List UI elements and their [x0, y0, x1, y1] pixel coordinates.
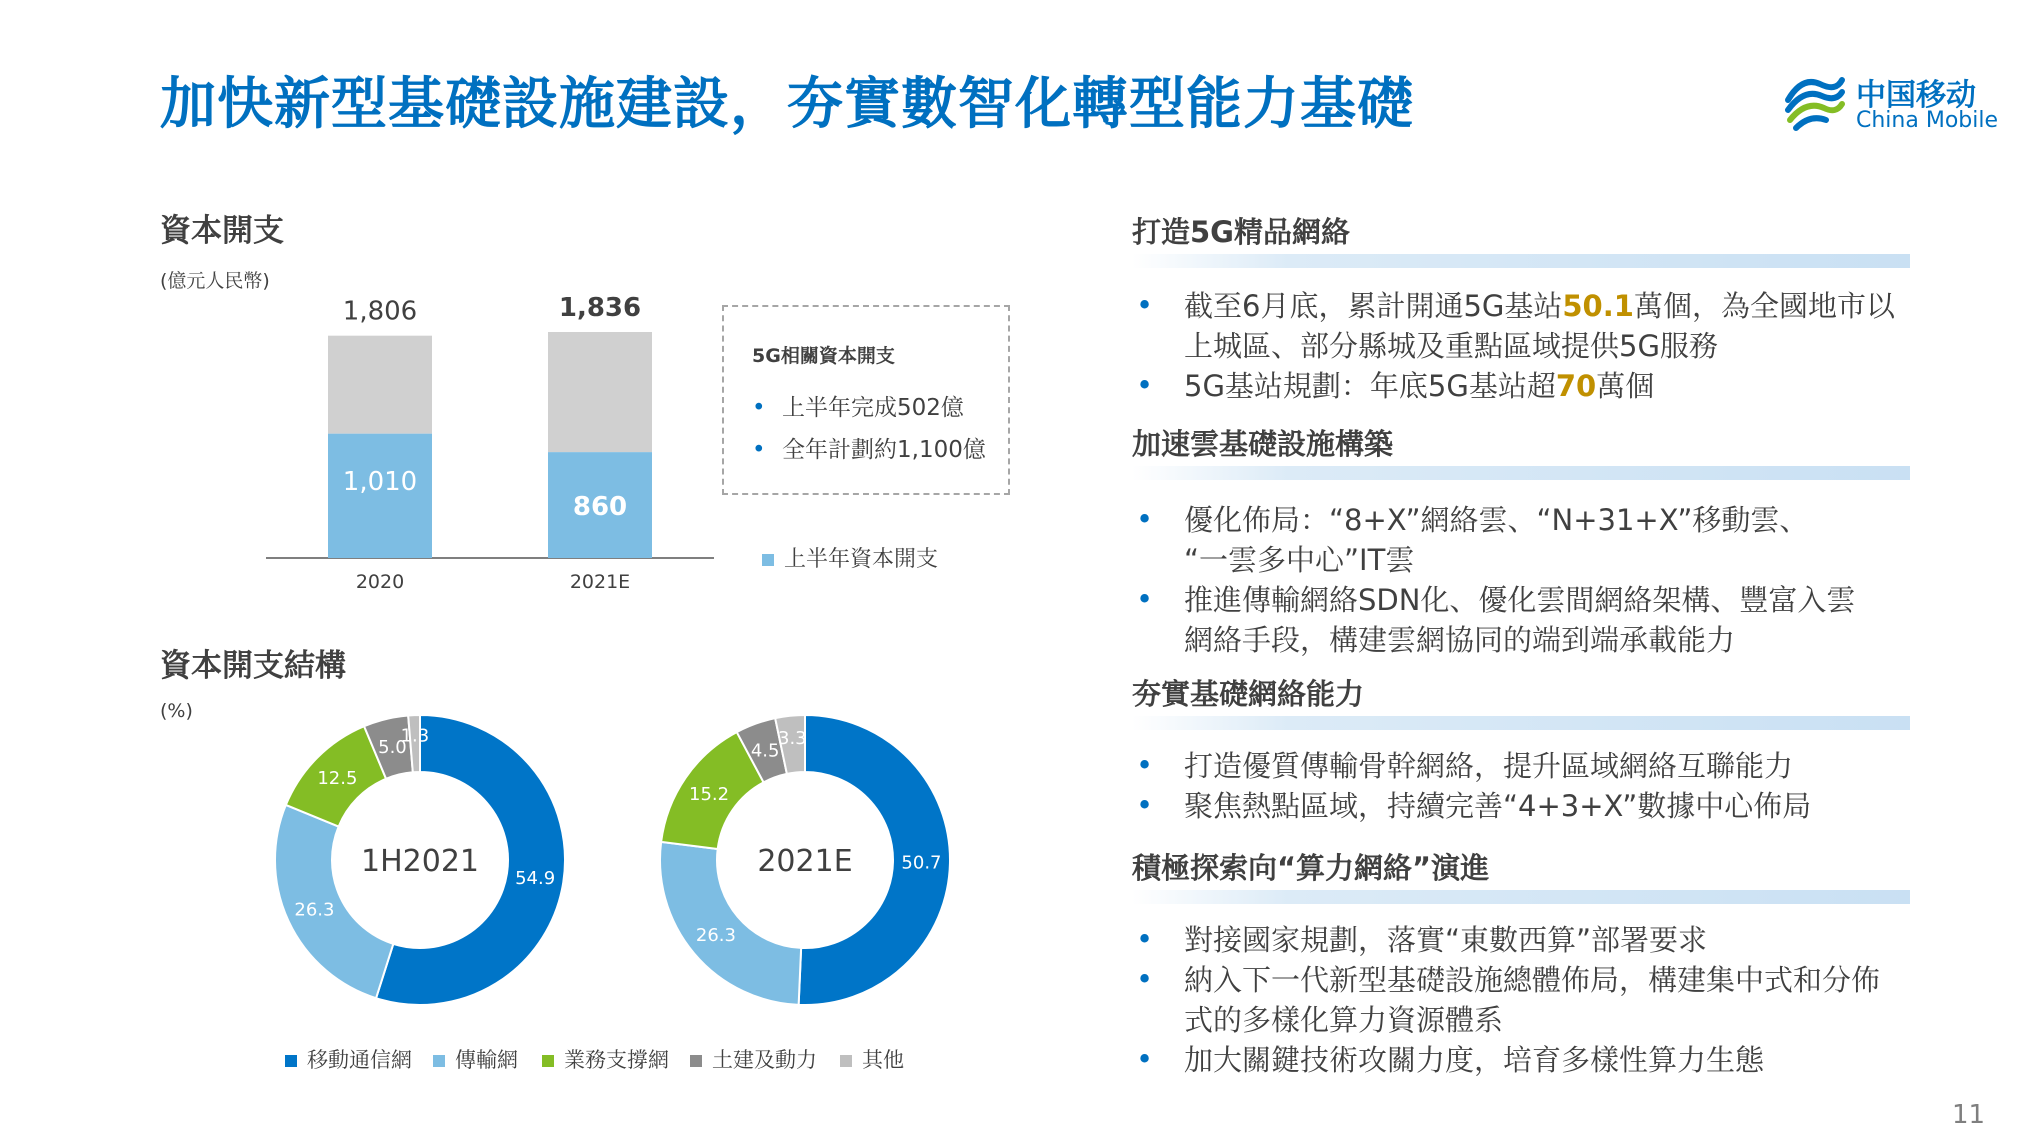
page-number: 11	[1952, 1100, 1986, 1130]
bar-legend	[762, 542, 938, 573]
slice-value-label: 50.7	[901, 852, 942, 874]
text-fragment: 優化佈局：“8+X”網絡雲、“N+31+X”移動雲、	[1184, 503, 1809, 537]
5g-capex-item	[752, 431, 986, 464]
x-tick-label: 2020	[355, 571, 405, 593]
structure-unit: (%)	[160, 700, 193, 722]
slice-value-label: 1.3	[400, 725, 430, 747]
donut-legend-item	[433, 1044, 518, 1074]
donut-1h2021	[270, 710, 570, 1010]
text-fragment: “一雲多中心”IT雲	[1184, 543, 1415, 577]
china-mobile-logo	[1780, 66, 1999, 146]
donut-legend-label: 業務支撐網	[564, 1048, 669, 1072]
bar-segment-second-half	[548, 332, 652, 452]
bullet-text	[1184, 580, 1855, 660]
legend-swatch	[690, 1055, 702, 1067]
text-fragment: 上城區、部分縣城及重點區域提供5G服務	[1184, 329, 1718, 363]
legend-swatch	[285, 1055, 297, 1067]
section-divider	[1132, 716, 1910, 730]
bullet-dot: •	[1136, 288, 1154, 322]
text-fragment: 5G基站規劃：年底5G基站超	[1184, 369, 1556, 403]
bullet-dot: •	[1136, 922, 1154, 956]
capex-bar-chart	[260, 280, 720, 600]
bar-total-label: 1,806	[342, 296, 418, 327]
slice-value-label: 5.0	[378, 736, 407, 758]
donut-legend-label: 其他	[862, 1048, 904, 1072]
text-fragment: 納入下一代新型基礎設施總體佈局，構建集中式和分佈	[1184, 963, 1881, 997]
x-tick-label: 2021E	[569, 571, 631, 593]
text-fragment: 截至6月底，累計開通5G基站	[1184, 289, 1563, 323]
bar-legend-label: 上半年資本開支	[784, 547, 939, 572]
bullet-dot: •	[1136, 502, 1154, 536]
bullet-dot: •	[1136, 582, 1154, 616]
logo-cn-text: 中国移动	[1856, 78, 1976, 113]
5g-capex-item-text: 全年計劃約1,100億	[782, 437, 986, 463]
section-heading-5g: 打造5G精品網絡	[1132, 215, 1350, 249]
capex-heading: 資本開支	[160, 213, 284, 249]
donut-2021e	[655, 710, 955, 1010]
bullet-dot: •	[752, 437, 766, 463]
5g-capex-item	[752, 389, 964, 422]
china-mobile-logo-icon	[1780, 66, 1850, 136]
donut-legend-item	[690, 1044, 817, 1074]
donut-legend-label: 傳輸網	[455, 1048, 518, 1072]
section-divider	[1132, 254, 1910, 268]
slice-value-label: 3.3	[778, 728, 807, 750]
text-fragment: 網絡手段，構建雲網協同的端到端承載能力	[1184, 623, 1736, 657]
legend-swatch	[762, 554, 774, 566]
donut-center-label: 1H2021	[361, 844, 479, 879]
bar-inner-label: 1,010	[342, 466, 418, 497]
bullet-text	[1184, 960, 1880, 1040]
section-divider	[1132, 466, 1910, 480]
bullet-text	[1184, 286, 1895, 366]
bullet-dot: •	[1136, 748, 1154, 782]
bullet-text: 聚焦熱點區域，持續完善“4+3+X”數據中心佈局	[1184, 789, 1812, 823]
text-fragment: 萬個，為全國地市以	[1633, 289, 1895, 323]
bar-total-label: 1,836	[558, 293, 642, 323]
slice-value-label: 54.9	[515, 867, 556, 889]
structure-heading: 資本開支結構	[160, 648, 346, 684]
slice-value-label: 26.3	[695, 925, 736, 947]
text-fragment: 式的多樣化算力資源體系	[1184, 1003, 1504, 1037]
text-fragment: 推進傳輸網絡SDN化、優化雲間網絡架構、豐富入雲	[1184, 583, 1856, 617]
highlight-number: 50.1	[1562, 289, 1634, 323]
section-heading-computing: 積極探索向“算力網絡”演進	[1132, 851, 1490, 885]
slice-value-label: 4.5	[750, 740, 780, 762]
bullet-text	[1184, 366, 1654, 406]
bullet-dot: •	[1136, 1042, 1154, 1076]
donut-legend-label: 土建及動力	[712, 1048, 817, 1072]
donut-center-label: 2021E	[757, 844, 853, 879]
legend-swatch	[542, 1055, 554, 1067]
slice-value-label: 26.3	[294, 899, 335, 921]
bar-inner-label: 860	[572, 492, 628, 523]
bullet-dot: •	[1136, 962, 1154, 996]
logo-en-text: China Mobile	[1856, 108, 1999, 133]
donut-legend-item	[840, 1044, 904, 1074]
section-heading-cloud: 加速雲基礎設施構築	[1132, 427, 1394, 461]
donut-legend-item	[542, 1044, 669, 1074]
bullet-dot: •	[1136, 788, 1154, 822]
capex-unit: (億元人民幣)	[160, 270, 270, 292]
donut-legend-label: 移動通信網	[307, 1048, 412, 1072]
bullet-text	[1184, 500, 1808, 580]
page-title: 加快新型基礎設施建設，夯實數智化轉型能力基礎	[160, 72, 1414, 137]
5g-capex-box-title: 5G相關資本開支	[752, 345, 895, 367]
section-divider	[1132, 890, 1910, 904]
slice-value-label: 12.5	[317, 767, 358, 789]
bullet-text: 加大關鍵技術攻關力度，培育多樣性算力生態	[1184, 1043, 1765, 1077]
bar-segment-second-half	[328, 336, 432, 434]
bullet-text: 對接國家規劃，落實“東數西算”部署要求	[1184, 923, 1708, 957]
section-heading-network: 夯實基礎網絡能力	[1132, 677, 1365, 711]
slice-value-label: 15.2	[689, 783, 730, 805]
bullet-dot: •	[752, 395, 766, 421]
legend-swatch	[433, 1055, 445, 1067]
text-fragment: 萬個	[1596, 369, 1655, 403]
bullet-text: 打造優質傳輸骨幹網絡，提升區域網絡互聯能力	[1184, 749, 1794, 783]
5g-capex-box	[722, 305, 1010, 495]
donut-legend-item	[285, 1044, 412, 1074]
legend-swatch	[840, 1055, 852, 1067]
bullet-dot: •	[1136, 368, 1154, 402]
5g-capex-item-text: 上半年完成502億	[782, 395, 964, 421]
highlight-number: 70	[1555, 369, 1597, 403]
